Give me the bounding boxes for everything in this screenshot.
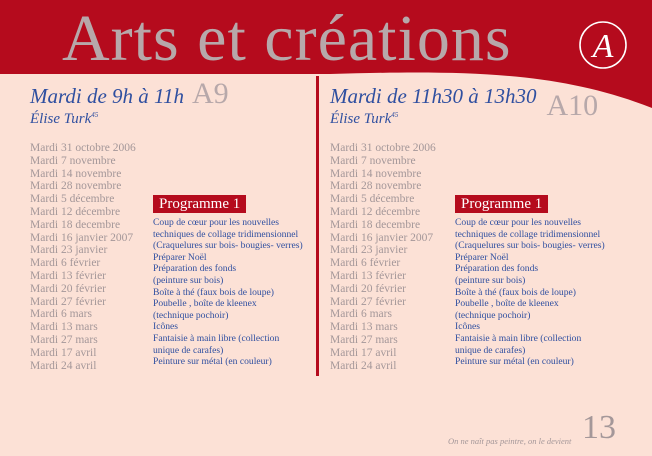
date-item: Mardi 7 novembre	[330, 154, 416, 167]
logo-icon	[576, 18, 630, 72]
date-item: Mardi 18 decembre	[30, 218, 121, 231]
right-session-column	[330, 82, 630, 372]
session-heading	[30, 77, 310, 110]
date-item: Mardi 14 novembre	[330, 167, 422, 180]
logo-letter: A	[592, 28, 614, 65]
date-item: Mardi 23 janvier	[330, 244, 408, 257]
program-item: Poubelle , boîte de kleenex	[153, 298, 257, 310]
date-item: Mardi 6 mars	[330, 308, 392, 321]
date-item: Mardi 5 décembre	[30, 193, 115, 206]
column-divider	[316, 76, 319, 376]
session-time: Mardi de 9h à 11h	[30, 84, 184, 108]
date-item: Mardi 6 février	[30, 257, 101, 270]
date-item: Mardi 31 octobre 2006	[330, 142, 436, 154]
date-item: Mardi 28 novembre	[330, 180, 422, 193]
teacher-superscript: 45	[91, 111, 99, 119]
date-item: Mardi 24 avril	[30, 359, 97, 372]
date-item: Mardi 16 janvier 2007	[330, 231, 434, 244]
teacher-superscript: 45	[391, 111, 399, 119]
program-item: Préparation des fonds	[153, 263, 237, 275]
program-item: (technique pochoir)	[455, 309, 531, 321]
program-item: Boîte à thé (faux bois de loupe)	[153, 286, 274, 298]
date-item: Mardi 5 décembre	[330, 193, 415, 206]
date-item: Mardi 24 avril	[330, 359, 397, 372]
program-item: Peinture sur métal (en couleur)	[455, 356, 574, 368]
program-item: Icônes	[455, 321, 481, 333]
date-item: Mardi 27 février	[330, 295, 406, 308]
date-item: Mardi 6 février	[330, 257, 401, 270]
date-item: Mardi 23 janvier	[30, 244, 108, 257]
program-item: Icônes	[153, 321, 179, 333]
date-list	[330, 142, 436, 372]
teacher-name	[30, 106, 310, 128]
date-list	[30, 142, 136, 372]
program-item: (technique pochoir)	[153, 309, 229, 321]
date-item: Mardi 27 février	[30, 295, 106, 308]
program-item: Fantaisie à main libre (collection	[153, 332, 280, 344]
date-item: Mardi 20 février	[30, 282, 106, 295]
program-item: unique de carafes)	[153, 344, 224, 356]
date-item: Mardi 27 mars	[330, 333, 398, 346]
date-item: Mardi 13 février	[30, 269, 106, 282]
date-item: Mardi 7 novembre	[30, 154, 116, 167]
date-item: Mardi 31 octobre 2006	[30, 142, 136, 154]
date-item: Mardi 6 mars	[30, 308, 92, 321]
teacher-label: Élise Turk	[30, 111, 92, 127]
date-item: Mardi 27 mars	[30, 333, 98, 346]
session-code: A9	[191, 77, 229, 110]
date-item: Mardi 18 decembre	[330, 218, 421, 231]
program-item: Poubelle , boîte de kleenex	[455, 298, 559, 310]
program-title: Programme 1	[153, 195, 246, 213]
left-session-column	[30, 77, 310, 372]
program-item: techniques de collage tridimensionnel	[153, 228, 299, 240]
program-item: (Craquelures sur bois- bougies- verres)	[153, 240, 303, 252]
date-item: Mardi 13 mars	[30, 321, 98, 334]
date-item: Mardi 28 novembre	[30, 180, 122, 193]
program-item: unique de carafes)	[455, 344, 526, 356]
teacher-label: Élise Turk	[330, 111, 392, 127]
date-item: Mardi 16 janvier 2007	[30, 231, 134, 244]
date-item: Mardi 13 mars	[330, 321, 398, 334]
program-item: Fantaisie à main libre (collection	[455, 332, 582, 344]
date-item: Mardi 13 février	[330, 269, 406, 282]
program-item: Préparer Noël	[455, 251, 509, 263]
program-item: (peinture sur bois)	[455, 274, 526, 286]
program-item: Coup de cœur pour les nouvelles	[455, 217, 582, 228]
session-code: A10	[546, 89, 599, 122]
program-title: Programme 1	[455, 195, 548, 213]
program-item: Préparer Noël	[153, 251, 207, 263]
date-item: Mardi 14 novembre	[30, 167, 122, 180]
date-item: Mardi 17 avril	[30, 346, 97, 359]
date-item: Mardi 20 février	[330, 282, 406, 295]
page-title: Arts et créations	[62, 2, 512, 75]
program-list	[153, 217, 313, 368]
program-item: Boîte à thé (faux bois de loupe)	[455, 286, 576, 298]
date-item: Mardi 12 décembre	[30, 205, 121, 218]
date-item: Mardi 17 avril	[330, 346, 397, 359]
program-list	[455, 217, 615, 368]
program-item: (peinture sur bois)	[153, 274, 224, 286]
page-number: 13	[582, 409, 616, 446]
program-item: Coup de cœur pour les nouvelles	[153, 217, 280, 228]
program-box	[153, 193, 313, 368]
program-box	[455, 193, 615, 368]
footer-quote: On ne naît pas peintre, on le devient	[448, 436, 572, 446]
program-item: (Craquelures sur bois- bougies- verres)	[455, 240, 605, 252]
program-item: Peinture sur métal (en couleur)	[153, 356, 272, 368]
date-item: Mardi 12 décembre	[330, 205, 421, 218]
program-item: techniques de collage tridimensionnel	[455, 228, 601, 240]
session-time: Mardi de 11h30 à 13h30	[330, 84, 537, 108]
program-item: Préparation des fonds	[455, 263, 539, 275]
